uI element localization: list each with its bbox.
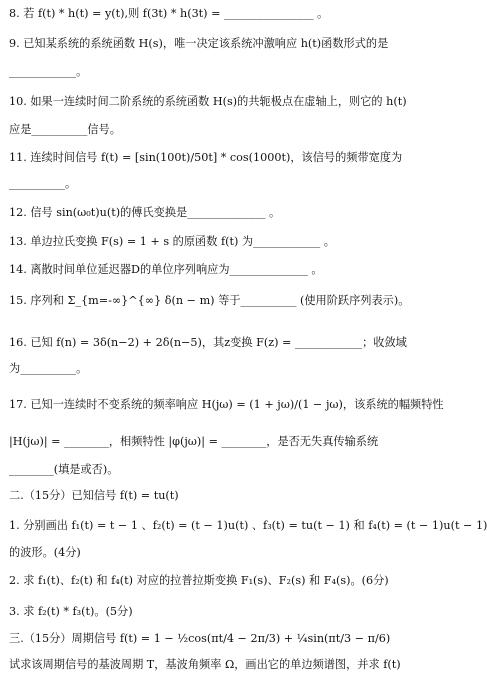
question-8: 8. 若 f(t) * h(t) = y(t),则 f(3t) * h(3t) = ________________ 。 — [9, 7, 329, 20]
question-16-roc: 为__________。 — [9, 362, 88, 375]
section-3-heading: 三.（15分）周期信号 f(t) = 1 − ½cos(πt/4 − 2π/3) + ¼sin(πt/3 − π/6) — [9, 632, 391, 645]
question-13: 13. 单边拉氏变换 F(s) = 1 + s 的原函数 f(t) 为____________ 。 — [9, 235, 335, 248]
section-3-question: 试求该周期信号的基波周期 T，基波角频率 Ω，画出它的单边频谱图，并求 f(t) — [9, 658, 401, 671]
question-11: 11. 连续时间信号 f(t) = [sin(100t)/50t] * cos(1000t)，该信号的频带宽度为 — [9, 151, 403, 164]
question-10-cont: 应是__________信号。 — [9, 123, 121, 136]
section-2-item-2: 2. 求 f₁(t)、f₂(t) 和 f₄(t) 对应的拉普拉斯变换 F₁(s)、F₂(s) 和 F₄(s)。(6分) — [9, 574, 389, 587]
question-10: 10. 如果一连续时间二阶系统的系统函数 H(s)的共轭极点在虚轴上，则它的 h(t) — [9, 95, 407, 108]
question-9: 9. 已知某系统的系统函数 H(s)，唯一决定该系统冲激响应 h(t)函数形式的是 — [9, 37, 389, 50]
question-9-blank: ____________。 — [9, 65, 88, 78]
section-2-item-1: 1. 分别画出 f₁(t) = t − 1 、f₂(t) = (t − 1)u(t) 、f₃(t) = tu(t − 1) 和 f₄(t) = (t − 1)u(t − 1) — [9, 519, 487, 532]
section-2-item-1-cont: 的波形。(4分) — [9, 546, 81, 559]
section-2-item-3: 3. 求 f₂(t) * f₃(t)。(5分) — [9, 605, 133, 618]
question-15: 15. 序列和 Σ_{m=-∞}^{∞} δ(n − m) 等于__________ (使用阶跃序列表示)。 — [9, 294, 410, 307]
question-16: 16. 已知 f(n) = 3δ(n−2) + 2δ(n−5)，其z变换 F(z) = ____________；收敛域 — [9, 336, 407, 349]
question-11-blank: __________。 — [9, 177, 77, 190]
section-2-heading: 二.（15分）已知信号 f(t) = tu(t) — [9, 489, 179, 502]
question-17-cont: |H(jω)| = ________，相频特性 |φ(jω)| = ________，是否无失真传输系统 — [9, 435, 379, 448]
question-12: 12. 信号 sin(ω₀t)u(t)的傅氏变换是______________ 。 — [9, 206, 281, 219]
question-17: 17. 已知一连续时不变系统的频率响应 H(jω) = (1 + jω)/(1 − jω)，该系统的幅频特性 — [9, 398, 444, 411]
question-14: 14. 离散时间单位延迟器D的单位序列响应为______________ 。 — [9, 263, 323, 276]
question-17-end: ________(填是或否)。 — [9, 463, 119, 476]
